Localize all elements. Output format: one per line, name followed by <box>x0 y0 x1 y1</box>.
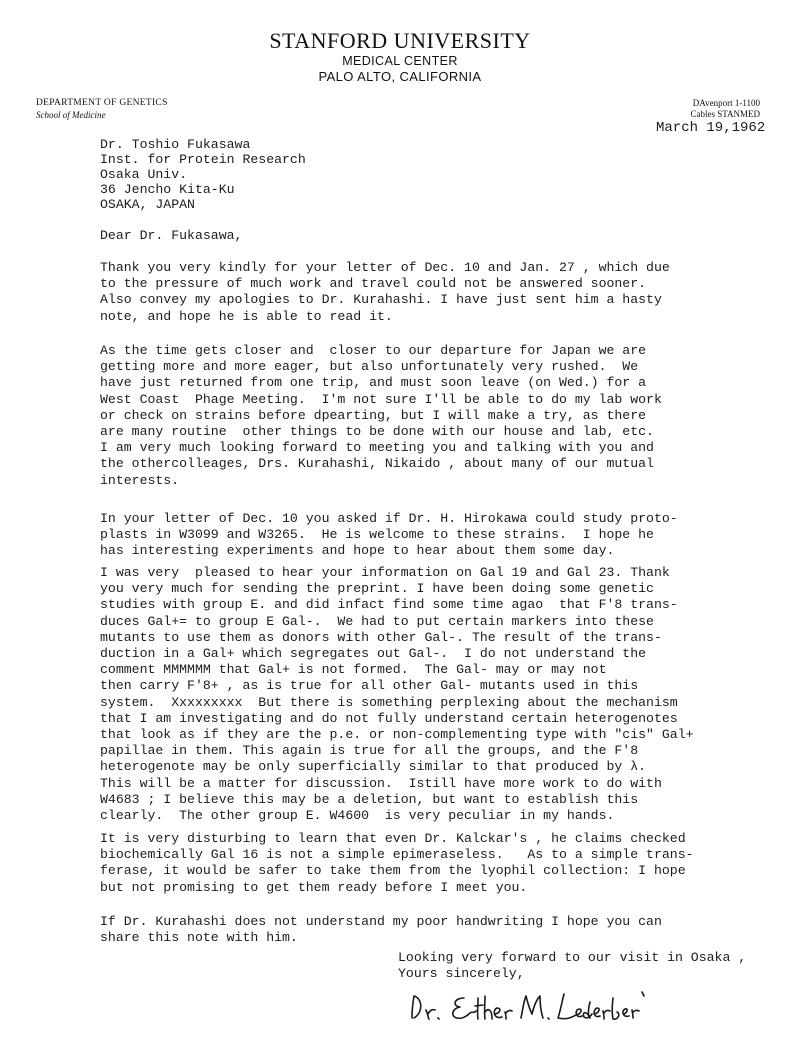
department-block <box>36 98 168 120</box>
letterhead-city: PALO ALTO, CALIFORNIA <box>318 69 482 84</box>
salutation: Dear Dr. Fukasawa, <box>100 228 243 243</box>
address-line: Inst. for Protein Research <box>100 152 306 167</box>
address-line: Osaka Univ. <box>100 167 188 182</box>
closing-line: Looking very forward to our visit in Osaka , <box>398 950 747 965</box>
department-name: DEPARTMENT OF GENETICS <box>36 98 168 108</box>
closing-sign-off: Yours sincerely, <box>398 966 525 981</box>
handwritten-signature <box>406 984 646 1034</box>
school-name: School of Medicine <box>36 110 106 120</box>
body-paragraph: In your letter of Dec. 10 you asked if Dr. H. Hirokawa could study proto- plasts in W3099 and W3265. He is welcome to these strains. I hope he has interesting experiments and hope to hear about them some day. <box>100 511 678 559</box>
phone-number: DAvenport 1-1100 <box>692 98 760 108</box>
letterhead-center: MEDICAL CENTER <box>342 54 458 68</box>
address-line: Dr. Toshio Fukasawa <box>100 137 251 152</box>
body-paragraph: It is very disturbing to learn that even Dr. Kalckar's , he claims checked biochemically Gal 16 is not a simple epimeraseless. As to a simple trans- ferase, it would be safer to take them from the lyophil collection: I hope but not promising to get them ready before I meet you. <box>100 831 694 895</box>
letter-date: March 19,1962 <box>656 120 766 136</box>
body-paragraph: Thank you very kindly for your letter of Dec. 10 and Jan. 27 , which due to the pressure of much work and travel could not be answered sooner. Also convey my apologies to Dr. Kurahashi. I have just sent him a hasty note, and hope he is able to read it. <box>100 260 670 324</box>
cable-address: Cables STANMED <box>690 109 760 119</box>
body-paragraph: If Dr. Kurahashi does not understand my poor handwriting I hope you can share this note with him. <box>100 914 662 946</box>
address-line: OSAKA, JAPAN <box>100 197 195 212</box>
address-line: 36 Jencho Kita-Ku <box>100 182 235 197</box>
recipient-address <box>100 137 306 212</box>
body-paragraph: I was very pleased to hear your information on Gal 19 and Gal 23. Thank you very much for sending the preprint. I have been doing some genetic studies with group E. and did infact find some time agao that F'8 trans- duces Gal+= to group E Gal-. We had to put certain markers into these mutants to use them as donors with other Gal-. The result of the trans- duction in a Gal+ which segregates out Gal-. I do not understand the comment MMMMMM that Gal+ is not formed. The Gal- may or may not then carry F'8+ , as is true for all other Gal- mutants used in this system. Xxxxxxxxx But there is something perplexing about the mechanism that I am investigating and do not fully understand certain heterogenotes that look as if they are the p.e. or non-complementing type with "cis" Gal+ papillae in them. This again is true for all the groups, and the F'8 heterogenote may be only superficially similar to that produced by λ. This will be a matter for discussion. Istill have more work to do with W4683 ; I believe this may be a deletion, but want to establish this clearly. The other group E. W4600 is very peculiar in my hands. <box>100 565 694 824</box>
contact-block <box>690 98 760 120</box>
letterhead-institution: STANFORD UNIVERSITY <box>269 28 531 53</box>
closing-block <box>398 950 746 982</box>
body-paragraph: As the time gets closer and closer to our departure for Japan we are getting more and more eager, but also unfortunately very rushed. We have just returned from one trip, and must soon leave (on Wed.) for a West Coast Phage Meeting. I'm not sure I'll be able to do my lab work or check on strains before dpearting, but I will make a try, as there are many routine other things to be done with our house and lab, etc. I am very much looking forward to meeting you and talking with you and the othercolleages, Drs. Kurahashi, Nikaido , about many of our mutual interests. <box>100 343 662 488</box>
